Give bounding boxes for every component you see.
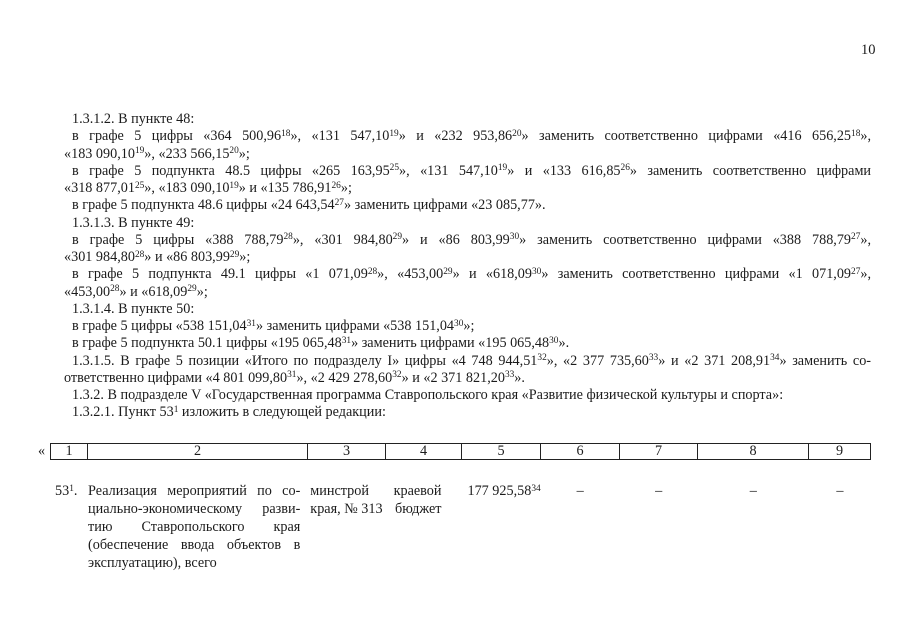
text-run: 1.3.1.5. В графе 5 позиции «Итого по подразделу I» цифры «4 748 944,51: [72, 352, 538, 369]
text-run: » и «86 803,99: [402, 231, 510, 248]
footnote-superscript: 20: [229, 146, 239, 157]
text-line: [64, 318, 871, 335]
text-run: в графе 5 подпункта 48.5 цифры «265 163,95: [72, 162, 390, 179]
header-row: [51, 444, 871, 460]
text-line: [64, 146, 871, 163]
row-source-cell: [385, 482, 461, 572]
footnote-superscript: 31: [341, 335, 352, 346]
text-line: [64, 111, 871, 128]
footnote-superscript: 26: [331, 180, 341, 191]
text-run: » заменить соответственно цифрами «416 656,25: [521, 128, 852, 145]
page-number: 10: [861, 42, 876, 58]
footnote-superscript: 28: [134, 249, 145, 260]
text-line: [64, 163, 871, 180]
text-line: [64, 180, 871, 197]
text-run: «318 877,01: [64, 180, 135, 196]
text-run: »,: [860, 231, 872, 248]
text-run: » и «133 616,85: [507, 162, 621, 179]
row-value-8: –: [749, 483, 757, 499]
text-run: 1.3.1.2. В пункте 48:: [72, 111, 195, 127]
text-run: », «131 547,10: [399, 162, 498, 179]
footnote-superscript: 28: [110, 284, 120, 295]
footnote-superscript: 19: [389, 128, 399, 139]
text-line: [64, 387, 871, 404]
text-run: 1.3.1.4. В пункте 50:: [72, 300, 195, 317]
footnote-superscript: 33: [504, 370, 515, 381]
footnote-superscript: 1: [69, 483, 74, 494]
footnote-superscript: 26: [620, 163, 630, 174]
footnote-superscript: 32: [392, 370, 402, 381]
row-name-cell: [87, 482, 307, 572]
row-number: [50, 482, 87, 572]
row-value-9: –: [836, 483, 844, 499]
text-line: [64, 353, 871, 370]
text-run: » заменить цифрами «195 065,48: [351, 335, 550, 352]
text-run: в графе 5 цифры «538 151,04: [72, 318, 247, 334]
text-run: » заменить соответственно цифрами «1 071,09: [541, 266, 852, 283]
row-executor-line: минстрой: [310, 483, 369, 499]
footnote-superscript: 28: [283, 232, 293, 243]
row-value-7: –: [655, 483, 663, 499]
footnote-superscript: 25: [389, 163, 400, 174]
row-value-6: –: [576, 483, 584, 499]
text-line: [64, 232, 871, 249]
footnote-superscript: 30: [532, 266, 542, 277]
text-run: в графе 5 цифры «364 500,96: [72, 128, 282, 145]
footnote-superscript: 28: [367, 266, 378, 277]
text-run: » заменить со-: [779, 352, 872, 369]
footnote-superscript: 34: [770, 353, 780, 364]
footnote-superscript: 19: [229, 180, 239, 191]
text-line: [64, 370, 871, 387]
text-run: в графе 5 подпункта 50.1 цифры «195 065,48: [72, 335, 342, 352]
column-number-6: 6: [541, 444, 620, 460]
column-number-1: 1: [51, 444, 88, 460]
footnote-superscript: 27: [334, 197, 344, 208]
text-run: 1.3.2. В подразделе V «Государственная программа Ставропольского края «Развитие физической культуры и спорта»:: [72, 387, 784, 403]
opening-quote: «: [38, 443, 46, 459]
text-run: » и «135 786,91: [238, 180, 332, 196]
text-line: [64, 266, 871, 283]
footnote-superscript: 29: [392, 232, 403, 243]
column-number-7: 7: [620, 444, 698, 460]
text-line: [64, 215, 871, 232]
text-run: »,: [860, 266, 872, 283]
text-run: »;: [239, 249, 251, 265]
text-line: [64, 128, 871, 145]
row-executor-line: края, № 313: [310, 501, 383, 517]
text-run: » и «232 953,86: [398, 128, 513, 145]
text-run: «301 984,80: [64, 249, 135, 265]
footnote-superscript: 27: [851, 232, 861, 243]
table-header: [50, 443, 871, 460]
text-run: », «183 090,10: [144, 180, 230, 196]
text-run: ответственно цифрами «4 801 099,80: [64, 369, 288, 386]
text-run: », «2 429 278,60: [296, 369, 393, 386]
column-number-5: 5: [462, 444, 541, 460]
text-run: 1.3.2.1. Пункт 53: [72, 404, 174, 421]
text-run: ».: [558, 335, 570, 352]
text-run: 53: [55, 483, 70, 499]
text-run: » и «86 803,99: [144, 249, 230, 265]
text-run: «453,00: [64, 283, 111, 300]
footnote-superscript: 30: [509, 232, 520, 243]
text-run: изложить в следующей редакции:: [178, 404, 386, 421]
footnote-superscript: 31: [246, 318, 256, 329]
footnote-superscript: 1: [173, 404, 179, 415]
footnote-superscript: 32: [537, 353, 547, 364]
row-name-line: тию Ставропольского края: [88, 519, 301, 535]
text-run: »;: [340, 180, 352, 196]
text-run: », «233 566,15: [144, 145, 230, 162]
row-name-line: (обеспечение ввода объектов в: [88, 537, 301, 553]
row-source-line: краевой: [393, 483, 442, 499]
footnote-superscript: 34: [531, 483, 541, 494]
text-run: ».: [514, 369, 525, 386]
column-number-3: 3: [308, 444, 386, 460]
text-run: 1.3.1.3. В пункте 49:: [72, 214, 195, 231]
footnote-superscript: 29: [187, 284, 197, 295]
footnote-superscript: 29: [443, 266, 453, 277]
footnote-superscript: 30: [454, 318, 464, 329]
text-run: в графе 5 подпункта 49.1 цифры «1 071,09: [72, 266, 368, 283]
text-run: » и «2 371 821,20: [401, 369, 505, 386]
text-run: »;: [238, 145, 250, 162]
table-row: [50, 482, 871, 572]
row-name-line: Реализация мероприятий по со-: [88, 483, 301, 499]
column-number-8: 8: [698, 444, 809, 460]
column-number-9: 9: [809, 444, 871, 460]
text-run: » заменить соответственно цифрами: [629, 162, 872, 179]
text-run: в графе 5 подпункта 48.6 цифры «24 643,54: [72, 197, 335, 214]
row-name-line: эксплуатацию), всего: [88, 555, 217, 571]
text-run: » и «618,09: [452, 266, 532, 283]
text-run: » заменить цифрами «538 151,04: [255, 318, 455, 334]
row-name-line: циально-экономическому разви-: [88, 501, 301, 517]
footnote-superscript: 30: [549, 335, 559, 346]
text-run: » заменить соответственно цифрами «388 788,79: [519, 231, 852, 248]
footnote-superscript: 20: [512, 128, 522, 139]
text-run: », «301 984,80: [292, 231, 393, 248]
column-number-2: 2: [88, 444, 308, 460]
row-executor-cell: [307, 482, 385, 572]
document-text: [64, 111, 871, 422]
text-run: » заменить цифрами «23 085,77».: [343, 197, 546, 214]
text-run: «183 090,10: [64, 145, 135, 162]
text-line: [64, 249, 871, 266]
text-line: [64, 284, 871, 301]
text-run: »;: [196, 283, 208, 300]
text-run: » и «618,09: [119, 283, 188, 300]
text-line: [64, 197, 871, 214]
footnote-superscript: 18: [851, 128, 861, 139]
footnote-superscript: 18: [281, 128, 291, 139]
footnote-superscript: 19: [497, 163, 508, 174]
footnote-superscript: 31: [287, 370, 297, 381]
text-run: .: [73, 483, 78, 499]
footnote-superscript: 25: [134, 180, 145, 191]
text-run: » и «2 371 208,91: [658, 352, 771, 369]
column-number-4: 4: [386, 444, 462, 460]
row-amount: [461, 482, 540, 572]
footnote-superscript: 19: [134, 146, 145, 157]
text-run: 177 925,58: [467, 483, 532, 499]
text-run: », «2 377 735,60: [546, 352, 649, 369]
text-run: в графе 5 цифры «388 788,79: [72, 231, 284, 248]
footnote-superscript: 27: [851, 266, 861, 277]
footnote-superscript: 33: [648, 353, 659, 364]
text-run: », «453,00: [377, 266, 444, 283]
table-body: [50, 482, 871, 572]
text-line: [64, 335, 871, 352]
text-run: »;: [463, 318, 475, 334]
text-run: »,: [860, 128, 872, 145]
text-line: [64, 301, 871, 318]
text-run: », «131 547,10: [290, 128, 390, 145]
footnote-superscript: 29: [229, 249, 240, 260]
text-line: [64, 404, 871, 421]
row-source-line: бюджет: [395, 501, 442, 517]
